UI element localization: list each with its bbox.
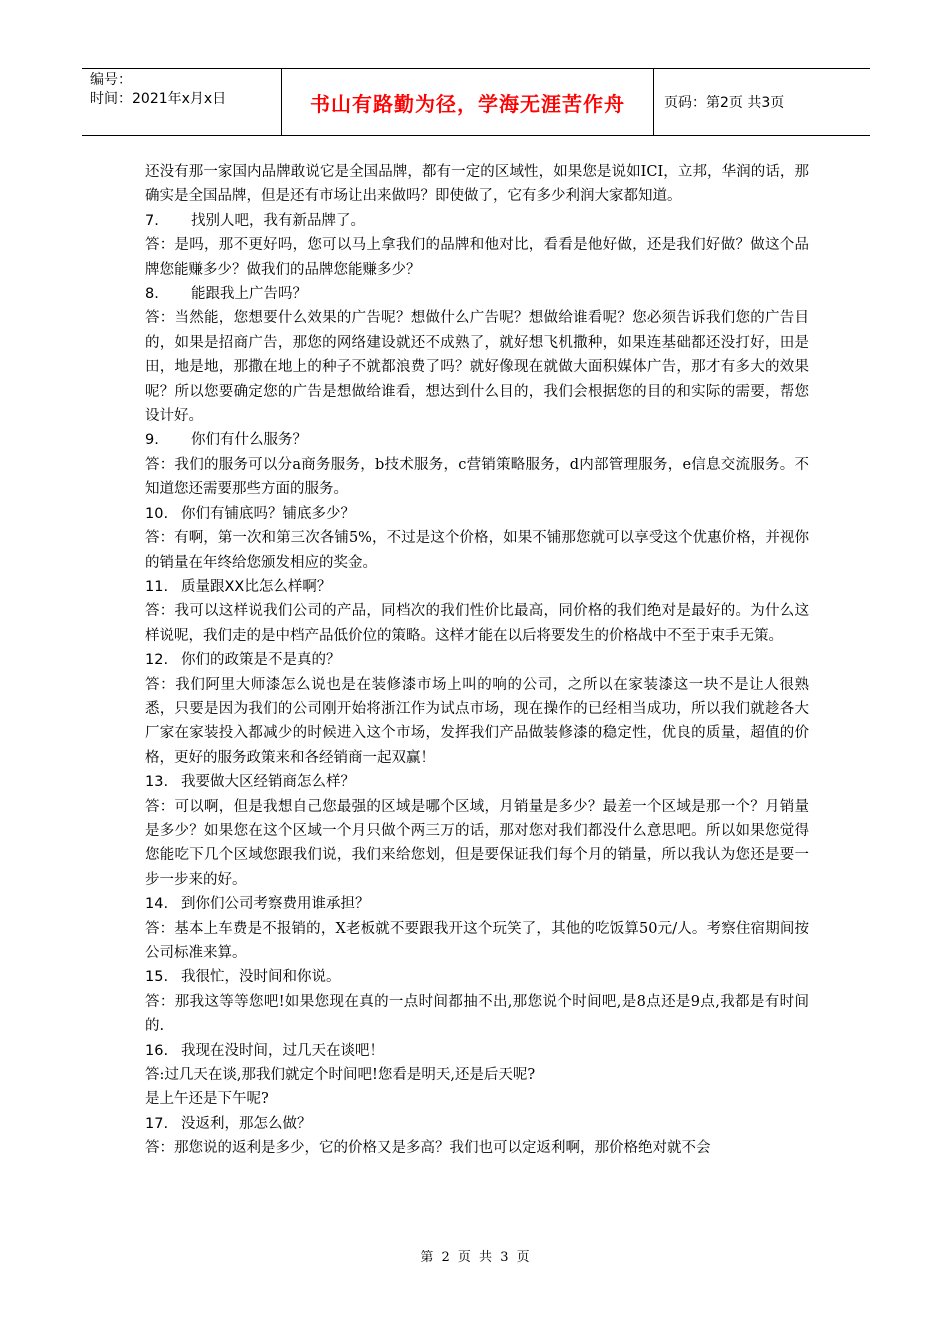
header-meta-cell (82, 69, 282, 135)
answer-paragraph: 答：有啊，第一次和第三次各铺5%，不过是这个价格，如果不铺那您就可以享受这个优惠价格，并视你的销量在年终给您颁发相应的奖金。 (145, 530, 809, 571)
question-text: 我要做大区经销商怎么样？ (181, 774, 355, 791)
question-line (145, 892, 809, 916)
answer-paragraph: 答：我可以这样说我们公司的产品，同档次的我们性价比最高，同价格的我们绝对是最好的。为什么这样说呢，我们走的是中档产品低价位的策略。这样才能在以后将要发生的价格战中不至于束手无策。 (145, 603, 809, 644)
header-motto: 书山有路勤为径，学海无涯苦作舟 (282, 69, 654, 135)
document-date-label: 时间：2021年x月x日 (90, 91, 227, 107)
question-line (145, 282, 809, 306)
answer-paragraph: 答：那我这等等您吧!如果您现在真的一点时间都抽不出,那您说个时间吧,是8点还是9点,我都是有时间的. (145, 993, 809, 1035)
question-text: 找别人吧，我有新品牌了。 (191, 212, 365, 229)
answer-paragraph: 答：可以啊，但是我想自己您最强的区域是哪个区域，月销量是多少？最差一个区域是那一个？月销量是多少？如果您在这个区域一个月只做个两三万的话，那对您对我们都没什么意思吧。所以如果您觉得您能吃下几个区域您跟我们说，我们来给您划，但是要保证我们每个月的销量，所以我认为您还是要一步一步来的好。 (145, 798, 809, 888)
question-text: 你们有铺底吗？铺底多少？ (181, 505, 355, 522)
question-number: 17. (145, 1115, 169, 1132)
question-text: 质量跟XX比怎么样啊？ (181, 578, 332, 595)
question-line (145, 648, 809, 672)
question-number: 9. (145, 432, 159, 449)
question-text: 你们有什么服务？ (191, 432, 307, 449)
question-line (145, 502, 809, 526)
document-number-label: 编号： (90, 72, 132, 88)
question-number: 10. (145, 505, 169, 522)
question-line (145, 1039, 809, 1063)
question-line (145, 575, 809, 599)
document-body (145, 160, 809, 1161)
question-text: 我很忙，没时间和你说。 (181, 969, 341, 986)
question-line (145, 770, 809, 794)
answer-paragraph: 答：是吗，那不更好吗，您可以马上拿我们的品牌和他对比，看看是他好做，还是我们好做？做这个品牌您能赚多少？做我们的品牌您能赚多少？ (145, 237, 809, 278)
question-text: 没返利，那怎么做？ (181, 1115, 312, 1132)
answer-paragraph: 还没有那一家国内品牌敢说它是全国品牌，都有一定的区域性，如果您是说如ICI，立邦，华润的话，那确实是全国品牌，但是还有市场让出来做吗？即使做了，它有多少利润大家都知道。 (145, 164, 809, 205)
question-line (145, 428, 809, 452)
question-number: 13. (145, 774, 169, 791)
answer-paragraph: 答：那您说的返利是多少，它的价格又是多高？我们也可以定返利啊，那价格绝对就不会 (145, 1140, 711, 1157)
answer-paragraph: 答：基本上车费是不报销的，X老板就不要跟我开这个玩笑了，其他的吃饭算50元/人。考察住宿期间按公司标准来算。 (145, 920, 809, 961)
question-text: 我现在没时间，过几天在谈吧！ (181, 1042, 384, 1059)
question-number: 12. (145, 652, 169, 669)
answer-paragraph: 答:过几天在谈,那我们就定个时间吧!您看是明天,还是后天呢? (145, 1067, 536, 1084)
question-text: 你们的政策是不是真的？ (181, 652, 341, 669)
answer-paragraph: 是上午还是下午呢? (145, 1091, 269, 1108)
question-number: 16. (145, 1042, 169, 1059)
question-line (145, 965, 809, 989)
header-page-number: 页码：第2页 共3页 (664, 95, 785, 111)
question-number: 15. (145, 969, 169, 986)
document-header (82, 68, 870, 136)
answer-paragraph: 答：当然能，您想要什么效果的广告呢？想做什么广告呢？想做给谁看呢？您必须告诉我们您的广告目的，如果是招商广告，那您的网络建设就还不成熟了，就好想飞机撒种，如果连基础都还没打好，田是田，地是地，那撒在地上的种子不就都浪费了吗？就好像现在就做大面积媒体广告，那才有多大的效果呢？所以您要确定您的广告是想做给谁看，想达到什么目的，我们会根据您的目的和实际的需要，帮您设计好。 (145, 310, 809, 425)
question-text: 能跟我上广告吗？ (191, 286, 307, 303)
question-text: 到你们公司考察费用谁承担？ (181, 896, 370, 913)
answer-paragraph: 答：我们的服务可以分a商务服务，b技术服务，c营销策略服务，d内部管理服务，e信息交流服务。不知道您还需要那些方面的服务。 (145, 456, 809, 498)
question-number: 7. (145, 212, 159, 229)
question-line (145, 1112, 809, 1136)
question-line (145, 209, 809, 233)
question-number: 11. (145, 578, 169, 595)
question-number: 14. (145, 896, 169, 913)
question-number: 8. (145, 286, 159, 303)
answer-paragraph: 答：我们阿里大师漆怎么说也是在装修漆市场上叫的响的公司，之所以在家装漆这一块不是让人很熟悉，只要是因为我们的公司刚开始将浙江作为试点市场，现在操作的已经相当成功，所以我们就趁各大厂家在家装投入都减少的时候进入这个市场，发挥我们产品做装修漆的稳定性，优良的质量，超值的价格，更好的服务政策来和各经销商一起双赢！ (145, 676, 809, 766)
page-footer: 第 2 页 共 3 页 (420, 1250, 530, 1265)
